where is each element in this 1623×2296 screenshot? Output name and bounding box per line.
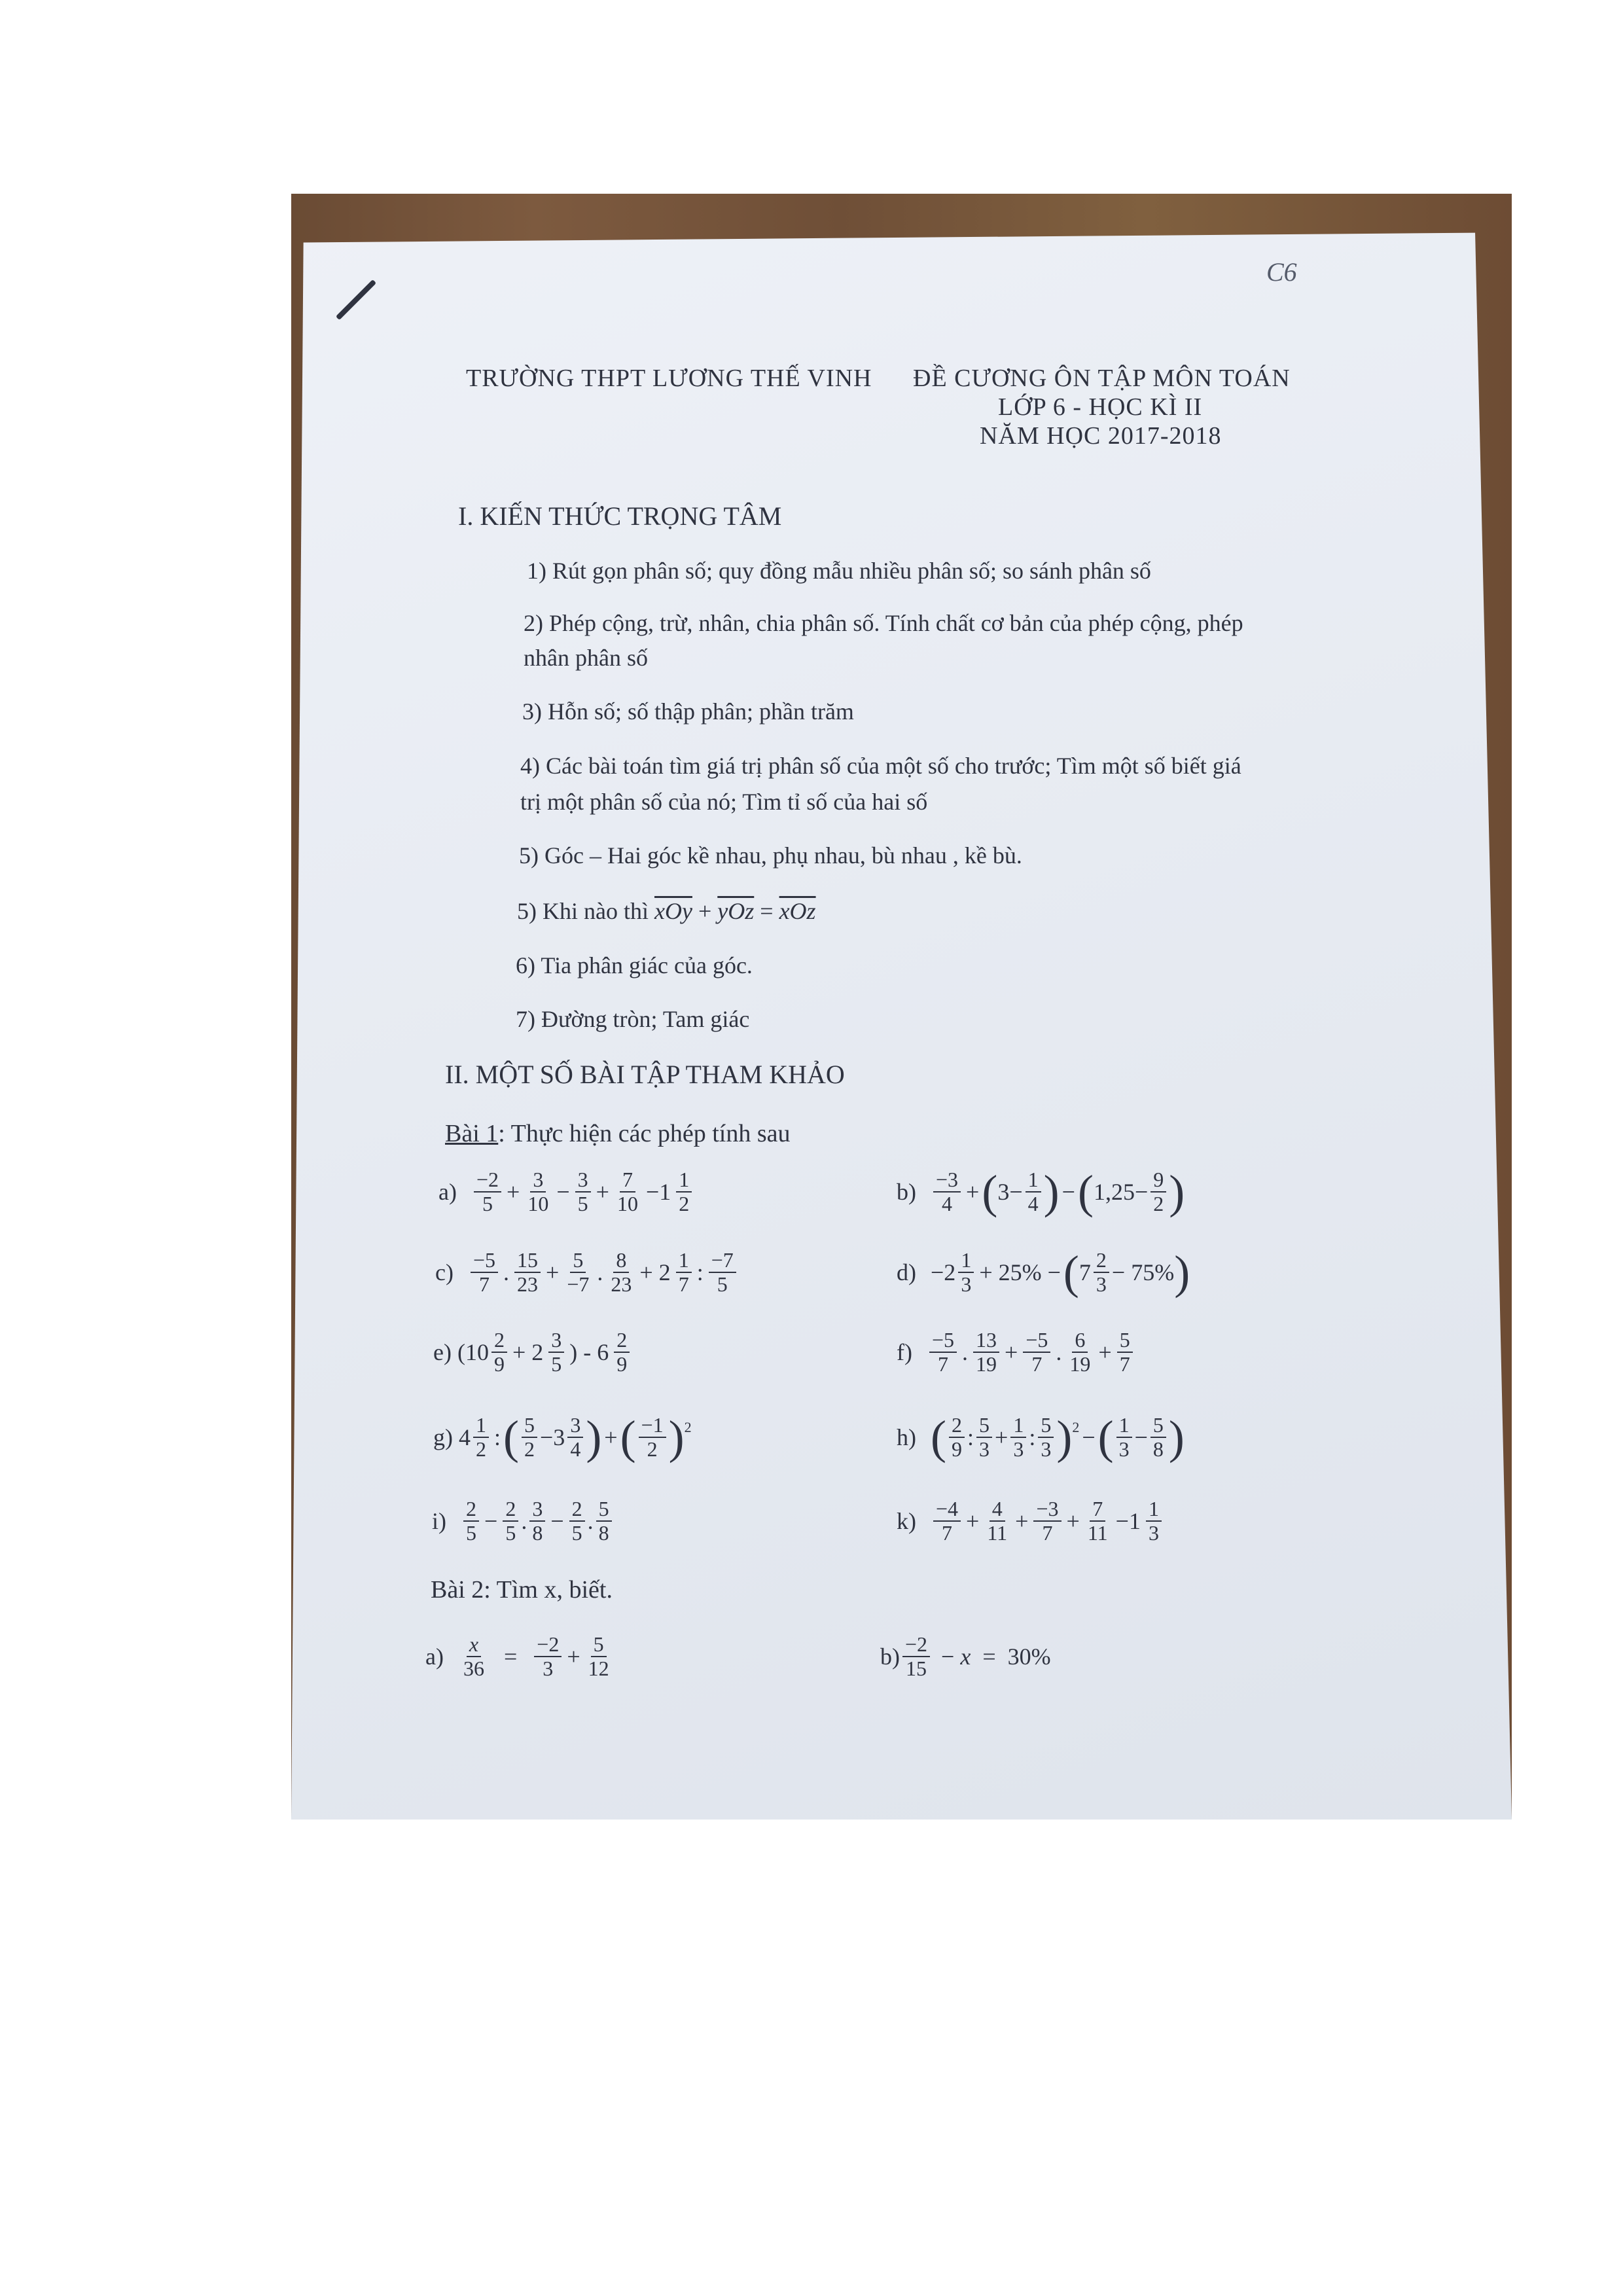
angle-xoy: $\overline{xOy}$ xyxy=(654,898,692,924)
exercise-h: h) ( $\frac{2}{9}$ : $\frac{5}{3}$ + $\frac{1}{3}$ : $\frac{5}{3}$ ) 2 − ( $\frac{1}{3}$ − $\frac{5}{8}$ ) xyxy=(897,1411,1185,1464)
bai2-exercise-a: a) $\frac{x}{36}$ = $\frac{-2}{3}$ + $\frac{5}{12}$ xyxy=(425,1632,609,1681)
item-7: 7) Đường tròn; Tam giác xyxy=(516,1006,750,1032)
exercise-k: k) $\frac{-4}{7}$ + $\frac{4}{11}$ + $\frac{-3}{7}$ + $\frac{7}{11}$ −1 $\frac{1}{3}$ xyxy=(897,1498,1164,1545)
item-5b: 5) Khi nào thì $\overline{xOy} + \overline{yOz} = \overline{xOz}$ xyxy=(517,898,816,924)
exercise-g: g) 4 $\frac{1}{2}$ : ( $\frac{5}{2}$ −3 $\frac{3}{4}$ ) + ( $\frac{-1}{2}$ ) 2 xyxy=(433,1411,692,1464)
angle-xoz: $\overline{xOz}$ xyxy=(779,898,816,924)
item-4b: trị một phân số của nó; Tìm tỉ số của hai số xyxy=(520,789,928,815)
item-2b: nhân phân số xyxy=(524,645,648,671)
bai1-text: : Thực hiện các phép tính sau xyxy=(498,1120,791,1147)
bai1-heading xyxy=(445,1116,790,1151)
bai2-heading: Bài 2: Tìm x, biết. xyxy=(431,1576,613,1604)
exercise-b: b) $\frac{-3}{4}$ + ( 3− $\frac{1}{4}$ ) − ( 1,25− $\frac{9}{2}$ ) xyxy=(897,1166,1185,1219)
exercise-f: f) $\frac{-5}{7}$ . $\frac{13}{19}$ + $\frac{-5}{7}$ . $\frac{6}{19}$ + $\frac{5}{7}$ xyxy=(897,1329,1135,1376)
item-5a: 5) Góc – Hai góc kề nhau, phụ nhau, bù nhau , kề bù. xyxy=(519,842,1022,869)
school-year: NĂM HỌC 2017-2018 xyxy=(980,422,1222,450)
exercise-e: e) (10 $\frac{2}{9}$ + 2 $\frac{3}{5}$ ) - 6 $\frac{2}{9}$ xyxy=(433,1329,632,1376)
exercise-i: i) $\frac{2}{5}$ − $\frac{2}{5}$ . $\frac{3}{8}$ − $\frac{2}{5}$ . $\frac{5}{8}$ xyxy=(432,1498,615,1545)
corner-mark: C6 xyxy=(1266,257,1297,287)
angle-yoz: $\overline{yOz}$ xyxy=(717,898,755,924)
section2-title: II. MỘT SỐ BÀI TẬP THAM KHẢO xyxy=(445,1060,845,1089)
exercise-c: c) $\frac{-5}{7}$ . $\frac{15}{23}$ + $\frac{5}{-7}$ . $\frac{8}{23}$ + 2 $\frac{1}{7}$ : $\frac{-7}{5}$ xyxy=(435,1249,739,1296)
item-1: 1) Rút gọn phân số; quy đồng mẫu nhiều phân số; so sánh phân số xyxy=(527,558,1151,584)
bai2-exercise-b: b) $\frac{-2}{15}$ − x = 30% xyxy=(880,1632,1051,1681)
bai1-label: Bài 1 xyxy=(445,1120,499,1147)
item-2a: 2) Phép cộng, trừ, nhân, chia phân số. Tính chất cơ bản của phép cộng, phép xyxy=(524,610,1243,636)
grade-line: LỚP 6 - HỌC KÌ II xyxy=(998,393,1203,421)
exercise-d: d) −2 $\frac{1}{3}$ + 25% − ( 7 $\frac{2}{3}$ − 75% ) xyxy=(897,1246,1190,1299)
document-title: ĐỀ CƯƠNG ÔN TẬP MÔN TOÁN xyxy=(913,365,1291,392)
item-3: 3) Hỗn số; số thập phân; phần trăm xyxy=(522,698,854,725)
item-4a: 4) Các bài toán tìm giá trị phân số của một số cho trước; Tìm một số biết giá xyxy=(520,753,1241,779)
exercise-a: a) $\frac{-2}{5}$ + $\frac{3}{10}$ − $\frac{3}{5}$ + $\frac{7}{10}$ −1 $\frac{1}{2}$ xyxy=(438,1168,694,1215)
school-name: TRƯỜNG THPT LƯƠNG THẾ VINH xyxy=(466,365,872,392)
item-6: 6) Tia phân giác của góc. xyxy=(516,952,753,978)
section1-title: I. KIẾN THỨC TRỌNG TÂM xyxy=(458,501,782,531)
item-5b-text: 5) Khi nào thì xyxy=(517,898,649,924)
